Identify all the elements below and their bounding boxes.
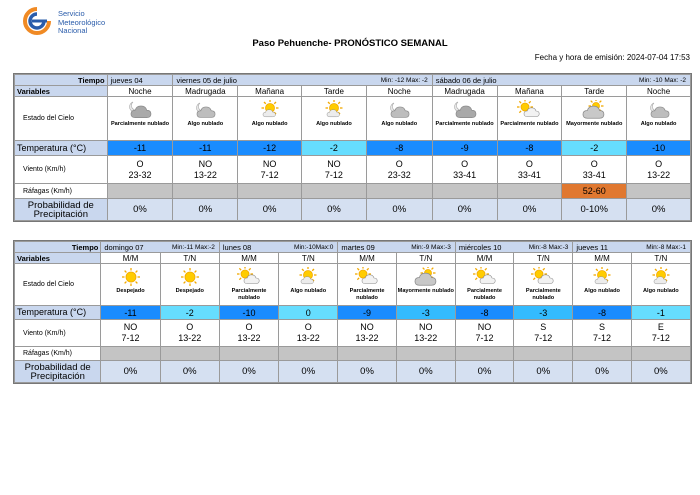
wind-cell	[573, 320, 631, 347]
day-name: martes 09	[341, 242, 375, 252]
wind-speed: 23-32	[387, 169, 411, 180]
sky-condition: Parcialmente nublado	[467, 288, 502, 301]
temperature-value: -9	[338, 306, 396, 320]
sky-condition: Parcialmente nublado	[525, 288, 561, 301]
issue-date: Fecha y hora de emisión: 2024-07-04 17:53	[534, 53, 690, 62]
precip-prob-value: 0%	[302, 199, 367, 221]
day-name: domingo 07	[104, 242, 144, 252]
wind-speed: 13-22	[355, 333, 379, 343]
wind-cell	[279, 320, 338, 347]
day-name: viernes 05 de julio	[176, 75, 237, 85]
wind-speed: 13-22	[237, 333, 261, 343]
precip-prob-value: 0%	[631, 361, 690, 383]
sky-condition: Algo nublado	[642, 288, 679, 294]
wind-speed: 33-41	[582, 169, 606, 180]
night-partly-cloudy-icon	[433, 100, 497, 120]
day-header	[173, 75, 432, 86]
temperature-label: Temperatura (°C)	[15, 141, 108, 156]
wind-direction: NO	[327, 158, 341, 169]
org-line: Nacional	[58, 26, 88, 35]
gust-value	[432, 184, 497, 199]
wind-direction: O	[395, 158, 403, 169]
sky-cell	[173, 97, 238, 141]
temperature-value: -9	[432, 141, 497, 156]
day-minmax: Min:-11 Max:-2	[172, 244, 215, 251]
wind-speed: 7-12	[534, 333, 553, 343]
temperature-value: 0	[279, 306, 338, 320]
day-header	[573, 242, 691, 253]
sky-cell	[514, 264, 573, 306]
wind-direction: S	[540, 322, 547, 332]
wind-speed: 7-12	[260, 169, 279, 180]
wind-cell	[302, 156, 367, 184]
wind-direction: O	[186, 322, 194, 332]
temperature-value: -2	[562, 141, 627, 156]
wind-direction: O	[136, 158, 144, 169]
sky-cell	[219, 264, 278, 306]
temperature-value: -3	[514, 306, 573, 320]
sky-condition: Parcialmente nublado	[231, 288, 267, 301]
day-header	[219, 242, 338, 253]
temperature-value: -10	[627, 141, 691, 156]
wind-cell	[101, 320, 160, 347]
wind-speed: 13-22	[296, 333, 320, 343]
variables-label: Variables	[15, 253, 101, 264]
day-header	[455, 242, 573, 253]
gust-value	[573, 347, 631, 361]
wind-direction: O	[461, 158, 469, 169]
day-name: jueves 11	[576, 242, 608, 252]
gust-value: 52-60	[562, 184, 627, 199]
temperature-value: -2	[302, 141, 367, 156]
precip-prob-value: 0%	[627, 199, 691, 221]
sun-cloud-icon	[302, 100, 366, 120]
wind-direction: S	[599, 322, 606, 332]
smn-logo-mark	[20, 6, 54, 36]
period-header: T/N	[631, 253, 690, 264]
sky-condition: Algo nublado	[290, 288, 327, 294]
label-line: Probabilidad de	[24, 361, 91, 373]
sky-label: Estado del Cielo	[15, 97, 108, 141]
wind-speed: 13-22	[193, 169, 217, 180]
sky-cell	[562, 97, 627, 141]
wind-speed: 7-12	[593, 333, 612, 343]
period-header: Noche	[627, 86, 691, 97]
gust-value	[107, 184, 173, 199]
gust-value	[455, 347, 513, 361]
precip-prob-value: 0%	[432, 199, 497, 221]
temperature-value: -10	[219, 306, 278, 320]
precip-prob-value: 0%	[279, 361, 338, 383]
gust-label: Ráfagas (Km/h)	[15, 184, 108, 199]
day-minmax: Min:-9 Max:-3	[411, 244, 451, 251]
gust-value	[396, 347, 455, 361]
wind-speed: 13-22	[647, 169, 671, 180]
period-header: T/N	[279, 253, 338, 264]
day-header	[338, 242, 456, 253]
period-header: T/N	[396, 253, 455, 264]
sky-cell	[279, 264, 338, 306]
precip-prob-value: 0%	[160, 361, 219, 383]
mostly-cloudy-sun-icon	[562, 100, 626, 120]
sun-cloud-icon	[238, 100, 301, 120]
precip-prob-value: 0-10%	[562, 199, 627, 221]
wind-speed: 7-12	[324, 169, 343, 180]
sky-condition: Parcialmente nublado	[500, 121, 559, 127]
wind-speed: 33-41	[453, 169, 477, 180]
period-header: M/M	[455, 253, 513, 264]
wind-speed: 7-12	[121, 333, 140, 343]
partly-cloudy-sun-icon	[338, 267, 395, 287]
sky-condition: Algo nublado	[584, 288, 620, 294]
sky-cell	[631, 264, 690, 306]
sky-condition: Mayormente nublado	[566, 121, 623, 127]
wind-cell	[338, 320, 396, 347]
sky-cell	[101, 264, 160, 306]
wind-cell	[160, 320, 219, 347]
wind-cell	[432, 156, 497, 184]
smn-logo	[20, 6, 140, 40]
period-header: Madrugada	[432, 86, 497, 97]
wind-cell	[562, 156, 627, 184]
tiempo-label: Tiempo	[15, 75, 108, 86]
wind-speed: 13-22	[178, 333, 202, 343]
sky-condition: Despejado	[116, 288, 145, 294]
sky-condition: Algo nublado	[640, 121, 677, 127]
day-name: miércoles 10	[458, 242, 502, 252]
page-title: Paso Pehuenche- PRONÓSTICO SEMANAL	[252, 38, 448, 49]
wind-direction: NO	[262, 158, 277, 169]
night-cloudy-icon	[627, 100, 690, 120]
sky-cell	[366, 97, 432, 141]
sky-cell	[107, 97, 173, 141]
sun-cloud-icon	[573, 267, 630, 287]
day-header	[107, 75, 173, 86]
partly-cloudy-sun-icon	[514, 267, 572, 287]
sky-cell	[497, 97, 562, 141]
period-header: Mañana	[238, 86, 302, 97]
wind-direction: NO	[123, 322, 138, 332]
gust-value	[173, 184, 238, 199]
day-header	[101, 242, 220, 253]
gust-value	[366, 184, 432, 199]
sun-icon	[101, 267, 159, 287]
sky-condition: Parcialmente nublado	[435, 121, 494, 127]
gust-value	[219, 347, 278, 361]
wind-cell	[366, 156, 432, 184]
temperature-value: -12	[238, 141, 302, 156]
precip-prob-value: 0%	[455, 361, 513, 383]
gust-value	[238, 184, 302, 199]
period-header: M/M	[219, 253, 278, 264]
gust-value	[279, 347, 338, 361]
period-header: Noche	[107, 86, 173, 97]
wind-direction: NO	[360, 322, 374, 332]
label-line: Probabilidad de	[27, 199, 94, 211]
precip-prob-value: 0%	[238, 199, 302, 221]
day-name: sábado 06 de julio	[435, 75, 497, 85]
period-header: Madrugada	[173, 86, 238, 97]
forecast-table-week1	[13, 73, 692, 222]
sky-cell	[302, 97, 367, 141]
temperature-label: Temperatura (°C)	[15, 306, 101, 320]
sun-cloud-icon	[632, 267, 690, 287]
period-header: M/M	[101, 253, 160, 264]
wind-direction: O	[525, 158, 533, 169]
precip-prob-value: 0%	[173, 199, 238, 221]
temperature-value: -11	[107, 141, 173, 156]
wind-label: Viento (Km/h)	[15, 156, 108, 184]
org-line: Servicio	[58, 9, 85, 18]
gust-label: Ráfagas (Km/h)	[15, 347, 101, 361]
precip-prob-value: 0%	[573, 361, 631, 383]
sky-condition: Algo nublado	[381, 121, 418, 127]
wind-direction: NO	[477, 322, 492, 332]
precip-prob-label	[15, 361, 101, 383]
sky-cell	[573, 264, 631, 306]
precip-prob-value: 0%	[366, 199, 432, 221]
gust-value	[497, 184, 562, 199]
variables-label: Variables	[15, 86, 108, 97]
wind-direction: O	[304, 322, 312, 332]
night-cloudy-icon	[367, 100, 432, 120]
wind-cell	[631, 320, 690, 347]
sky-cell	[455, 264, 513, 306]
period-header: Mañana	[497, 86, 562, 97]
wind-cell	[514, 320, 573, 347]
day-name: jueves 04	[110, 75, 143, 85]
forecast-table-week2	[13, 240, 692, 384]
sun-icon	[161, 267, 219, 287]
wind-direction: O	[655, 158, 663, 169]
precip-prob-value: 0%	[396, 361, 455, 383]
sky-condition: Algo nublado	[187, 121, 224, 127]
gust-value	[302, 184, 367, 199]
org-line: Meteorológico	[58, 17, 106, 27]
precip-prob-value: 0%	[338, 361, 396, 383]
wind-speed: 23-32	[128, 169, 152, 180]
wind-direction: O	[245, 322, 253, 332]
org-name	[58, 10, 105, 36]
wind-label: Viento (Km/h)	[15, 320, 101, 347]
sky-condition: Parcialmente nublado	[110, 121, 170, 127]
sky-condition: Despejado	[175, 288, 204, 294]
wind-speed: 7-12	[651, 333, 670, 343]
gust-value	[101, 347, 160, 361]
temperature-value: -11	[101, 306, 160, 320]
wind-speed: 13-22	[414, 333, 438, 343]
temperature-value: -8	[573, 306, 631, 320]
sky-cell	[396, 264, 455, 306]
wind-direction: O	[590, 158, 598, 169]
sky-cell	[432, 97, 497, 141]
day-header	[432, 75, 690, 86]
temperature-value: -8	[497, 141, 562, 156]
sky-label: Estado del Cielo	[15, 264, 101, 306]
gust-value	[631, 347, 690, 361]
period-header: Tarde	[562, 86, 627, 97]
day-minmax: Min:-8 Max:-3	[528, 244, 569, 251]
period-header: Tarde	[302, 86, 367, 97]
day-minmax: Min: -12 Max: -2	[380, 77, 428, 84]
label-line: Precipitación	[33, 208, 88, 220]
night-cloudy-icon	[173, 100, 237, 120]
sky-cell	[627, 97, 691, 141]
wind-cell	[238, 156, 302, 184]
sky-cell	[160, 264, 219, 306]
wind-cell	[173, 156, 238, 184]
sky-condition: Parcialmente nublado	[349, 288, 385, 301]
wind-cell	[107, 156, 173, 184]
temperature-value: -3	[396, 306, 455, 320]
temperature-value: -2	[160, 306, 219, 320]
sky-condition: Algo nublado	[251, 121, 288, 127]
gust-value	[627, 184, 691, 199]
wind-cell	[455, 320, 513, 347]
tiempo-label: Tiempo	[15, 242, 101, 253]
period-header: M/M	[573, 253, 631, 264]
temperature-value: -11	[173, 141, 238, 156]
day-name: lunes 08	[222, 242, 252, 252]
wind-speed: 7-12	[475, 333, 494, 343]
day-minmax: Min:-8 Max:-1	[646, 244, 686, 251]
night-partly-cloudy-icon	[108, 100, 173, 120]
partly-cloudy-sun-icon	[220, 267, 278, 287]
precip-prob-value: 0%	[497, 199, 562, 221]
sun-cloud-icon	[279, 267, 337, 287]
gust-value	[160, 347, 219, 361]
temperature-value: -1	[631, 306, 690, 320]
wind-cell	[627, 156, 691, 184]
period-header: T/N	[160, 253, 219, 264]
wind-direction: NO	[198, 158, 213, 169]
period-header: Noche	[366, 86, 432, 97]
precip-prob-value: 0%	[107, 199, 173, 221]
day-minmax: Min:-10Max:0	[294, 244, 334, 251]
gust-value	[514, 347, 573, 361]
temperature-value: -8	[366, 141, 432, 156]
label-line: Precipitación	[30, 370, 85, 382]
wind-cell	[497, 156, 562, 184]
gust-value	[338, 347, 396, 361]
precip-prob-value: 0%	[219, 361, 278, 383]
period-header: M/M	[338, 253, 396, 264]
sky-cell	[238, 97, 302, 141]
wind-speed: 33-41	[517, 169, 541, 180]
precip-prob-label	[15, 199, 108, 221]
day-minmax: Min: -10 Max: -2	[639, 77, 686, 84]
sky-cell	[338, 264, 396, 306]
partly-cloudy-sun-icon	[456, 267, 513, 287]
wind-cell	[219, 320, 278, 347]
temperature-value: -8	[455, 306, 513, 320]
wind-direction: E	[657, 322, 664, 332]
sky-condition: Mayormente nublado	[397, 288, 454, 294]
sky-condition: Algo nublado	[316, 121, 352, 127]
period-header: T/N	[514, 253, 573, 264]
wind-direction: NO	[419, 322, 433, 332]
partly-cloudy-sun-icon	[498, 100, 562, 120]
wind-cell	[396, 320, 455, 347]
precip-prob-value: 0%	[101, 361, 160, 383]
precip-prob-value: 0%	[514, 361, 573, 383]
mostly-cloudy-sun-icon	[397, 267, 455, 287]
